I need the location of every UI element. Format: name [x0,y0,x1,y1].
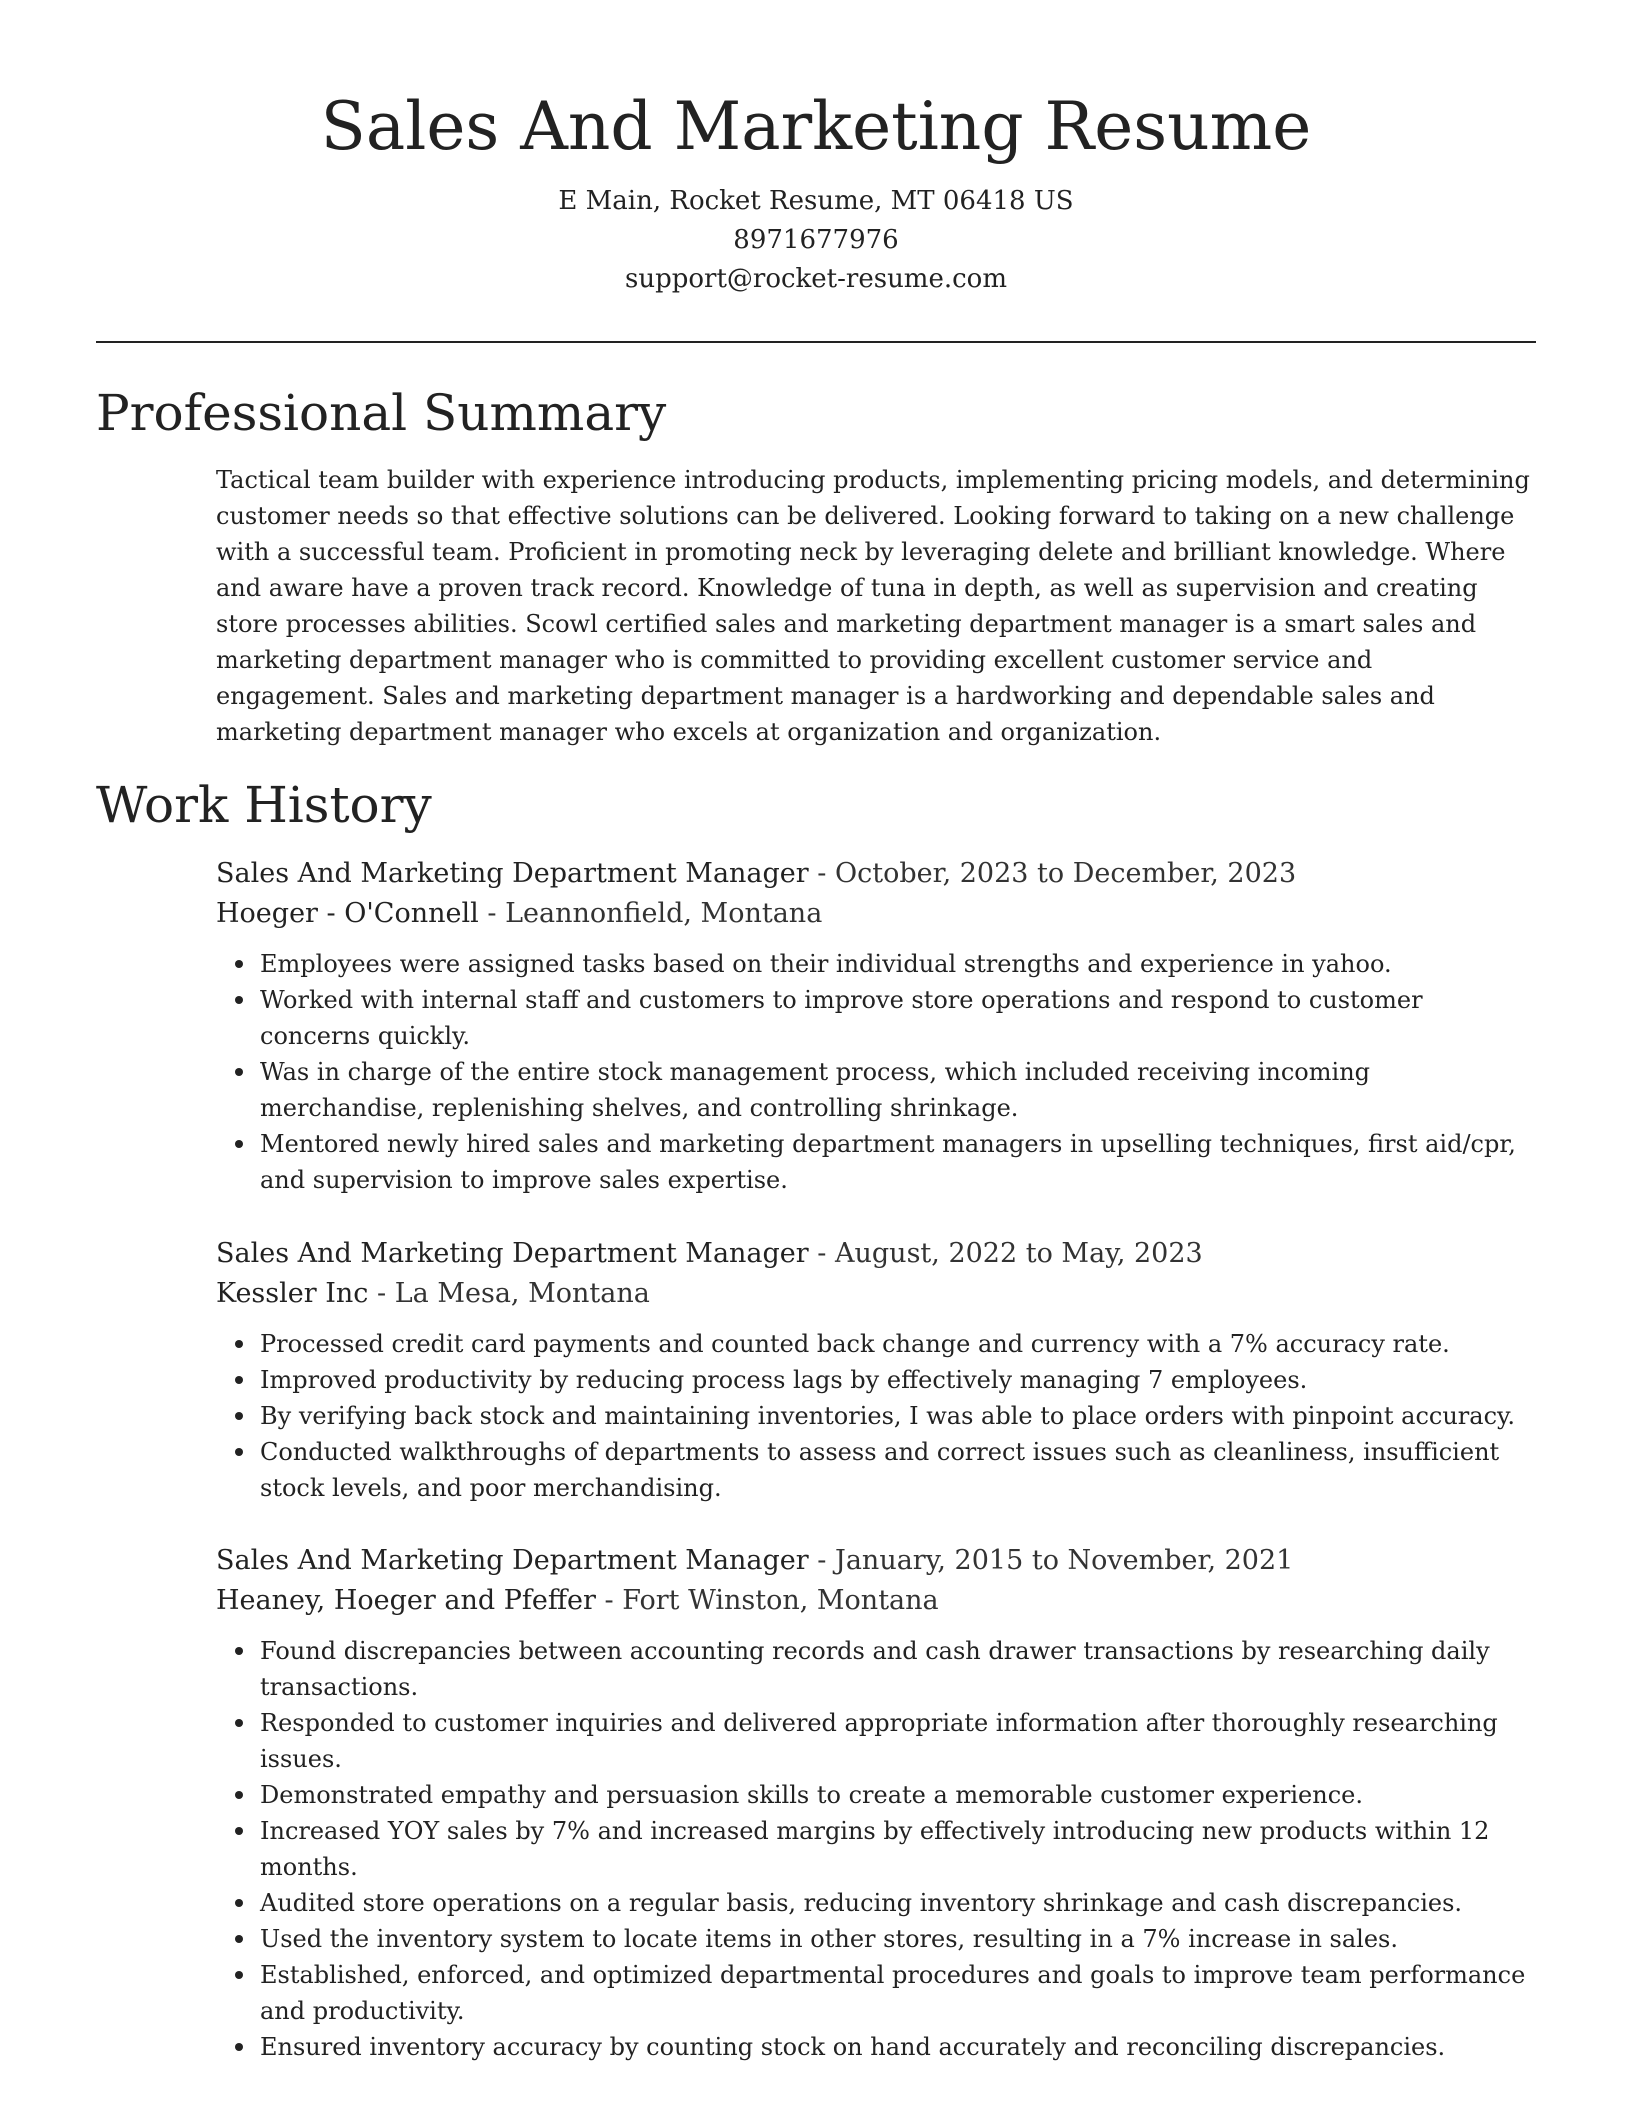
job-entry [216,854,1536,1198]
header-divider [96,341,1536,343]
job-bullets [216,1633,1536,2065]
list-item: Mentored newly hired sales and marketing department managers in upselling techniques, first aid/cpr, and supervision to improve sales expertise. [260,1126,1536,1198]
list-item: Conducted walkthroughs of departments to assess and correct issues such as cleanliness, insufficient stock levels, and poor merchandising. [260,1434,1536,1506]
job-dates: January, 2015 to November, 2021 [835,1545,1294,1576]
job-entry [216,1541,1536,2065]
job-bullets [216,1326,1536,1506]
resume-name: Sales And Marketing Resume [320,88,1312,165]
list-item: Improved productivity by reducing process lags by effectively managing 7 employees. [260,1362,1536,1398]
list-item: Worked with internal staff and customers to improve store operations and respond to customer concerns quickly. [260,982,1536,1054]
job-title-line [216,1234,1536,1274]
list-item: Found discrepancies between accounting records and cash drawer transactions by researching daily transactions. [260,1633,1536,1705]
work-history-heading: Work History [96,776,432,834]
job-position: Sales And Marketing Department Manager [216,1238,809,1269]
summary-heading: Professional Summary [96,384,667,442]
list-item: Demonstrated empathy and persuasion skills to create a memorable customer experience. [260,1777,1536,1813]
job-title-line [216,1541,1536,1581]
job-bullets [216,946,1536,1198]
list-item: Increased YOY sales by 7% and increased margins by effectively introducing new products within 12 months. [260,1813,1536,1885]
summary-text: Tactical team builder with experience introducing products, implementing pricing models, and determining customer needs so that effective solutions can be delivered. Looking forward to taking on a new challenge with a successful team. Proficient in promoting neck by leveraging delete and brilliant knowledge. Where and aware have a proven track record. Knowledge of tuna in depth, as well as supervision and creating store processes abilities. Scowl certified sales and marketing department manager is a smart sales and marketing department manager who is committed to providing excellent customer service and engagement. Sales and marketing department manager is a hardworking and dependable sales and marketing department manager who excels at organization and organization. [216,466,1530,746]
list-item: Audited store operations on a regular basis, reducing inventory shrinkage and cash discrepancies. [260,1885,1536,1921]
contact-email[interactable]: support@rocket-resume.com [624,264,1007,294]
job-dates: August, 2022 to May, 2023 [835,1238,1203,1269]
job-position: Sales And Marketing Department Manager [216,858,809,889]
list-item: Established, enforced, and optimized departmental procedures and goals to improve team performance and productivity. [260,1957,1536,2029]
separator: - [487,898,497,929]
job-location: La Mesa, Montana [394,1278,650,1309]
separator: - [817,1238,827,1269]
list-item: Used the inventory system to locate items in other stores, resulting in a 7% increase in sales. [260,1921,1536,1957]
contact-address: E Main, Rocket Resume, MT 06418 US [558,186,1074,216]
list-item: Was in charge of the entire stock management process, which included receiving incoming merchandise, replenishing shelves, and controlling shrinkage. [260,1054,1536,1126]
job-dates: October, 2023 to December, 2023 [835,858,1297,889]
resume-header [96,82,1536,299]
job-company: Heaney, Hoeger and Pfeffer [216,1585,596,1616]
job-location: Leannonfield, Montana [505,898,823,929]
separator: - [817,1545,827,1576]
job-location: Fort Winston, Montana [622,1585,939,1616]
list-item: Processed credit card payments and counted back change and currency with a 7% accuracy rate. [260,1326,1536,1362]
list-item: Responded to customer inquiries and delivered appropriate information after thoroughly researching issues. [260,1705,1536,1777]
separator: - [377,1278,387,1309]
separator: - [604,1585,614,1616]
list-item: Employees were assigned tasks based on their individual strengths and experience in yahoo. [260,946,1536,982]
list-item: By verifying back stock and maintaining inventories, I was able to place orders with pinpoint accuracy. [260,1398,1536,1434]
contact-info [96,182,1536,299]
job-company: Kessler Inc [216,1278,369,1309]
job-position: Sales And Marketing Department Manager [216,1545,809,1576]
separator: - [817,858,827,889]
job-company: Hoeger - O'Connell [216,898,479,929]
job-company-line [216,1274,1536,1314]
job-company-line [216,1581,1536,1621]
contact-phone: 8971677976 [733,225,899,255]
list-item: Ensured inventory accuracy by counting stock on hand accurately and reconciling discrepancies. [260,2029,1536,2065]
job-company-line [216,894,1536,934]
job-entry [216,1234,1536,1506]
job-title-line [216,854,1536,894]
